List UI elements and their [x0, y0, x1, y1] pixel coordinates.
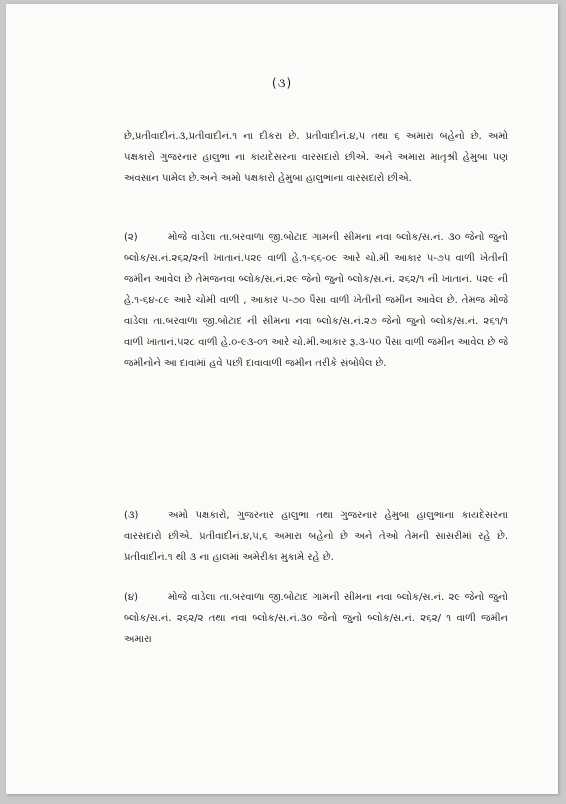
- paragraph-marker: (૨): [124, 232, 138, 243]
- paragraph-heirs-continued: [124, 126, 508, 189]
- paragraph-text: છે,પ્રતીવાદીનં.૩,પ્રતીવાદીનં.૧ ના દીકરા છે. પ્રતીવાદીનં.૪,૫ તથા ૬ અમારા બહેનો છે. અમો પક્ષકારો ગુજરનાર હાલુભા ના કાયદેસરના વારસદારો છીએ. અને અમારા માતૃશ્રી હેમુબા પણ અવસાન પામેલ છે.અને અમો પક્ષકારો હેમુબા હાલુભાના વારસદારો છીએ.: [124, 131, 508, 184]
- paragraph-legal-heirs: [124, 505, 508, 568]
- paragraph-land-description: [124, 227, 508, 374]
- paragraph-text: મોજે વાડેલા તા.બરવાળા જી.બોટાદ ગામની સીમના નવા બ્લોક/સ.નં. ૨૯ જેનો જુનો બ્લોક/સ.નં. ૨૬૨/૨ તથા નવા બ્લોક/સ.નં.૩૦ જેનો જુનો બ્લોક/સ.નં. ૨૬૨/ ૧ વાળી જમીન અમારા: [124, 592, 508, 645]
- paragraph-text: મોજે વાડેલા તા.બરવાળા જી.બોટાદ ગામની સીમના નવા બ્લોક/સ.નં. ૩૦ જેનો જુનો બ્લોક/સ.નં.૨૬૨/૨ની ખાતાનં.૫૨૯ વાળી હે.૧-૬૬-૦૯ આરે ચો.મી આકાર ૫-૭૫ વાળી ખેતીની જમીન આવેલ છે તેમજનવા બ્લોક/સ.નં.૨૯ જેનો જુનો બ્લોક/સ.નં. ૨૬૨/૧ ની ખાતાનં. ૫૨૯ ની હે.૧-૬૪-૮૯ આરે ચોમી વાળી , આકાર ૫-૭૦ પૈસા વાળી ખેતીની જમીન આવેલ છે. તેમજ મોજે વાડેલા તા.બરવાળા જી.બોટાદ ની સીમના નવા બ્લોક/સ.નં.૨૭ જેનો જુનો બ્લોક/સ.નં. ૨૬૧/૧ વાળી ખાતાનં.૫૨૮ વાળી હે.૦-૯૩-૦૧ આરે ચો.મી.આકાર રૂ.૩-૫૦ પૈસા વાળી જમીન આવેલ છે જે જમીનોને આ દાવામાં હવે પછી દાવાવાળી જમીન તરીકે સંબોધેલ છે.: [124, 232, 508, 369]
- paragraph-text: અમો પક્ષકારો, ગુજરનાર હાલુભા તથા ગુજરનાર હેમુબા હાલુભાના કાયદેસરના વારસદારો છીએ. પ્રતીવાદીનં.૪,૫,૬ અમારા બહેનો છે અને તેઓ તેમની સાસરીમાં રહે છે. પ્રતીવાદીનં.૧ થી ૩ ના હાલમાં અમેરીકા મુકામે રહે છે.: [124, 510, 508, 563]
- page-number: (૩): [271, 76, 293, 90]
- paragraph-marker: (૩): [124, 510, 139, 521]
- document-page: [6, 4, 558, 794]
- paragraph-marker: (૪): [124, 592, 139, 603]
- paragraph-land-holding: [124, 587, 508, 650]
